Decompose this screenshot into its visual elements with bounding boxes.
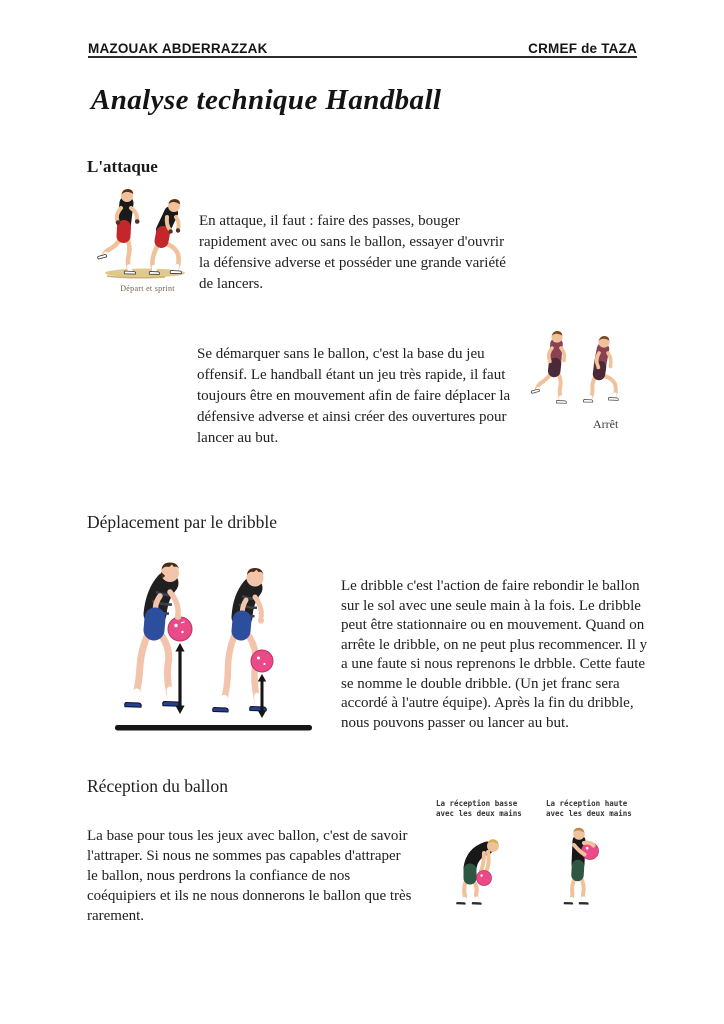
caption-reception-basse: La réception basse avec les deux mains <box>436 799 522 818</box>
paragraph-attaque-2: Se démarquer sans le ballon, c'est la base du jeu offensif. Le handball étant un jeu très rapide, il faut toujours être en mouvement afin de faire déplacer la défensive adverse et ainsi créer des ouvertures pour lancer au but. <box>197 346 511 446</box>
section-heading-reception: Réception du ballon <box>87 776 228 796</box>
paragraph-attaque-1: En attaque, il faut : faire des passes, bouger rapidement avec ou sans le ballon, essayer d'ouvrir la défensive adverse et posséder une grande variété de lancers. <box>199 213 506 292</box>
paragraph-reception: La base pour tous les jeux avec ballon, c'est de savoir l'attraper. Si nous ne sommes pas capables d'attraper le ballon, nous perdrons la confiance de nos coéquipiers et ils ne nous donnerons le ballon que très rarement. <box>87 828 412 924</box>
paragraph-dribble: Le dribble c'est l'action de faire rebondir le ballon sur le sol avec une seule main à la fois. Le dribble peut être stationnaire ou en mouvement. Quand on arrête le dribble, on ne peut plus recommencer. Il y a une faute si nous reprenons le drbble. Cette faute se nomme le double dribble. (Un jet franc sera accordé à l'autre équipe). Après la fin du dribble, nous pouvons passer ou lancer au but. <box>341 578 648 731</box>
sprint-runners-illustration <box>95 186 200 282</box>
header-institution: CRMEF de TAZA <box>528 41 637 56</box>
section-heading-attaque: L'attaque <box>87 157 158 176</box>
figure-reception-haute <box>548 824 614 908</box>
handball-ball <box>168 617 192 641</box>
figure-arret <box>528 329 638 417</box>
dribble-players-illustration <box>112 556 315 734</box>
caption-reception-haute: La réception haute avec les deux mains <box>546 799 632 818</box>
section-heading-dribble: Déplacement par le dribble <box>87 512 277 532</box>
reception-haute-illustration <box>548 824 614 908</box>
header-author: MAZOUAK ABDERRAZZAK <box>88 41 268 56</box>
figure-reception-basse <box>444 822 522 908</box>
figure-sprint <box>95 186 200 293</box>
reception-basse-illustration <box>444 822 522 908</box>
handball-ball <box>477 871 492 886</box>
figure-sprint-caption: Départ et sprint <box>120 284 175 293</box>
handball-ball <box>251 650 273 672</box>
header-rule <box>88 56 637 58</box>
floor-line <box>115 725 312 731</box>
figure-dribble <box>112 556 315 734</box>
page-title: Analyse technique Handball <box>91 84 442 116</box>
figure-arret-caption: Arrêt <box>593 417 619 431</box>
arret-players-illustration <box>528 329 638 417</box>
